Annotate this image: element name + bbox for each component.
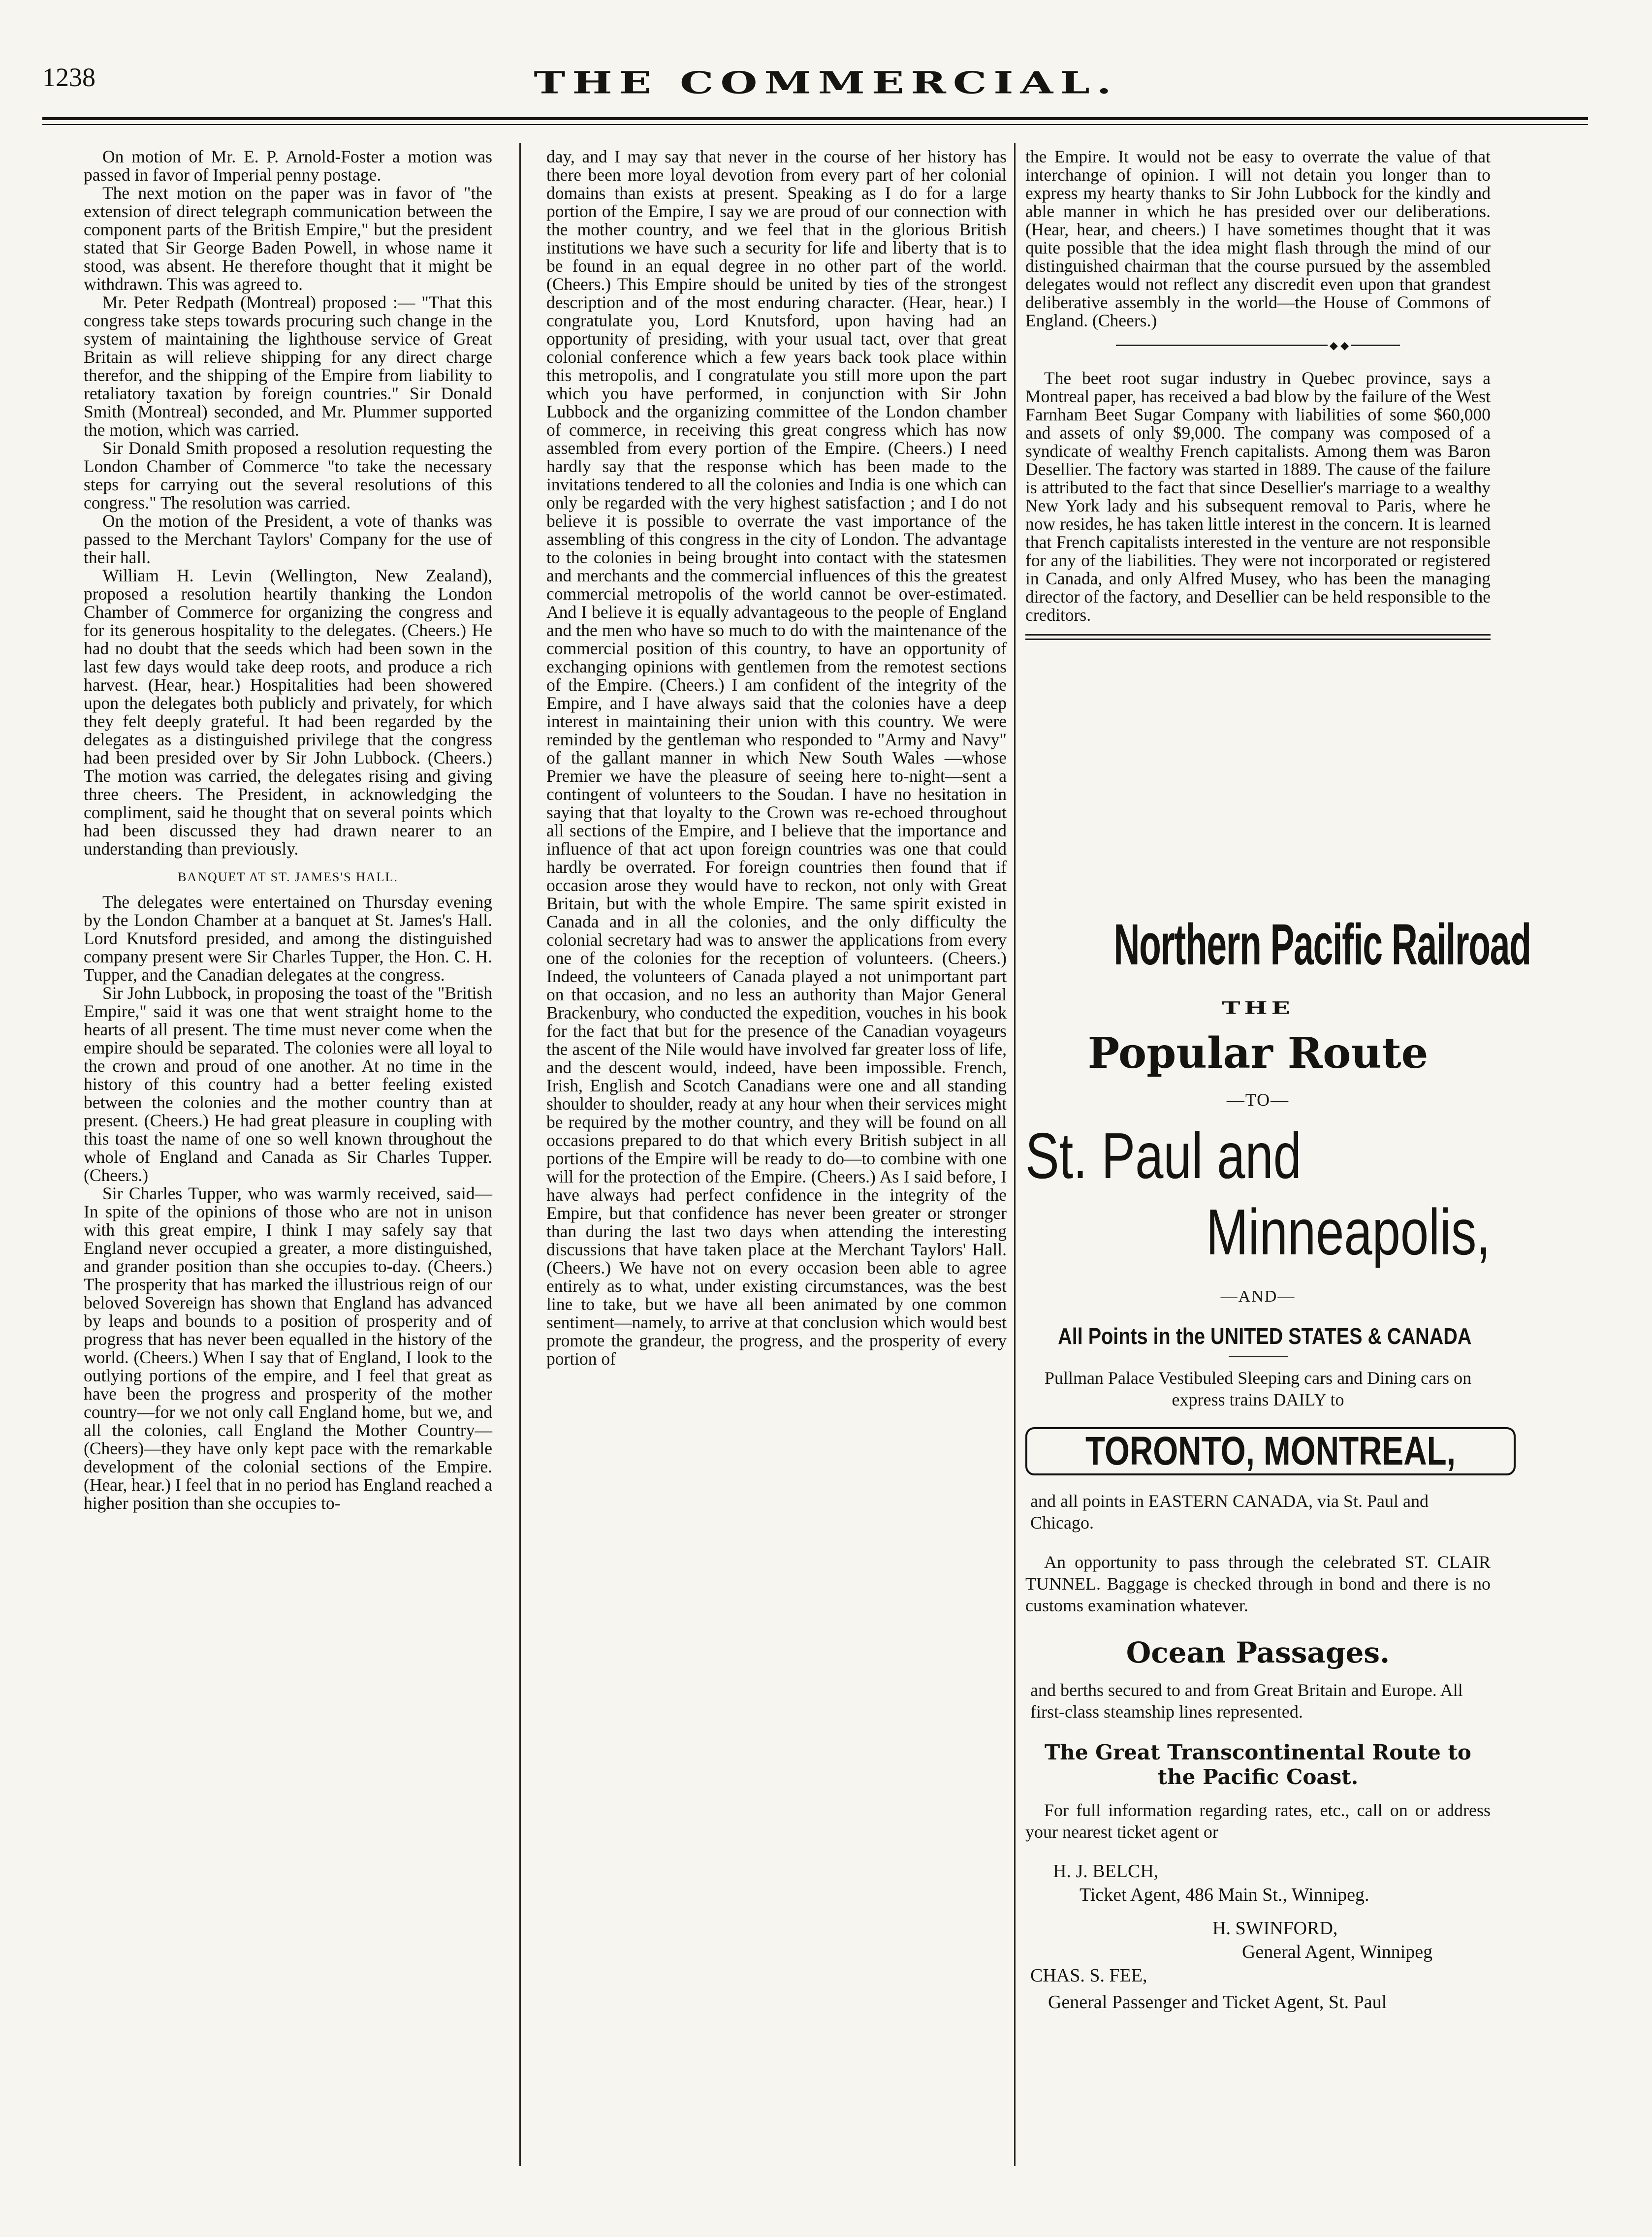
article-paragraph: On motion of Mr. E. P. Arnold-Foster a motion was passed in favor of Imperial penny postage. — [84, 147, 492, 185]
article-paragraph: Sir John Lubbock, in proposing the toast of the "British Empire," said it was one that went straight home to the hearts of all present. The time must never come when the empire should be separated. The colonies were all loyal to the crown and proud of one another. At no time in the history of this country had a better feeling existed between the colonies and the mother country than at present. (Cheers.) He had great pleasure in coupling with this toast the name of one so well known throughout the whole of England and Canada as Sir Charles Tupper. (Cheers.) — [84, 983, 492, 1185]
masthead-rule-thick — [42, 117, 1588, 120]
column-1 — [84, 148, 492, 1512]
ad-boxed-destinations — [1025, 1427, 1516, 1475]
ad-info: For full information regarding rates, etc., call on or address your nearest ticket agent or — [1025, 1800, 1491, 1842]
double-rule — [1025, 634, 1491, 640]
ad-ocean-passages: Ocean Passages. — [1126, 1636, 1390, 1670]
agent-2-name: H. SWINFORD, — [1212, 1918, 1338, 1939]
article-paragraph: The delegates were entertained on Thursday evening by the London Chamber at a banquet at St. James's Hall. Lord Knutsford presided, and among the distinguished company present were Sir Charles Tupper, the Hon. C. H. Tupper, and the Canadian delegates at the congress. — [84, 892, 492, 985]
article-paragraph: Sir Donald Smith proposed a resolution requesting the London Chamber of Commerce "to take the necessary steps for carrying out the several resolutions of this congress." The resolution was carried. — [84, 438, 492, 512]
ad-the: THE — [1222, 997, 1294, 1019]
article-paragraph: Mr. Peter Redpath (Montreal) proposed :— "That this congress take steps towards procuring such change in the system of maintaining the lighthouse service of Great Britain as will relieve shipping for any direct charge therefor, and the shipping of the Empire from liability to retaliatory taxation by foreign countries." Sir Donald Smith (Montreal) seconded, and Mr. Plummer supported the motion, which was carried. — [84, 292, 492, 440]
article-paragraph: The beet root sugar industry in Quebec province, says a Montreal paper, has received a bad blow by the failure of the West Farnham Beet Sugar Company with liabilities of some $60,000 and assets of only $9,000. The company was composed of a syndicate of wealthy French capitalists. Among them was Baron Desellier. The factory was started in 1889. The cause of the failure is attributed to the fact that since Desellier's marriage to a wealthy New York lady and his subsequent removal to Paris, where he now resides, he has taken little interest in the concern. It is learned that French capitalists interested in the venture are not responsible for any of the liabilities. They were not incorporated or registered in Canada, and only Alfred Musey, who has been the managing director of the factory, and Desellier can be held responsible to the creditors. — [1025, 368, 1491, 625]
agent-1-name: H. J. BELCH, — [1053, 1861, 1159, 1882]
masthead-title: THE COMMERCIAL. — [534, 65, 1118, 101]
ad-tunnel: An opportunity to pass through the celebrated ST. CLAIR TUNNEL. Baggage is checked through in bond and there is no customs examination whatever. — [1025, 1552, 1491, 1616]
article-paragraph: Sir Charles Tupper, who was warmly received, said—In spite of the opinions of those who are not in unison with this great empire, I think I may safely say that England never occupied a greater, a more distinguished, and grander position than she occupies to-day. (Cheers.) The prosperity that has marked the illustrious reign of our beloved Sovereign has shown that England has advanced by leaps and bounds to a position of prosperity and of progress that has never been equalled in the history of the world. (Cheers.) When I say that of England, I look to the outlying portions of the empire, and I feel that great as have been the progress and prosperity of the mother country—for we not only call England home, but we, and all the colonies, call England the Mother Country—(Cheers)—they have only kept pace with the remarkable development of the colonial sections of the Empire. (Hear, hear.) I feel that in no period has England reached a higher position than she occupies to- — [84, 1183, 492, 1513]
agent-3-title: General Passenger and Ticket Agent, St. Paul — [1048, 1992, 1387, 2013]
ad-to: —TO— — [1226, 1090, 1290, 1110]
masthead-rule-thin — [42, 124, 1588, 125]
ad-berths: and berths secured to and from Great Britain and Europe. All first-class steamship lines represented. — [1030, 1680, 1463, 1722]
section-subhead: BANQUET AT ST. JAMES'S HALL. — [178, 870, 398, 884]
article-paragraph: The next motion on the paper was in favor of "the extension of direct telegraph communication between the component parts of the British Empire," but the president stated that Sir George Baden Powell, in whose name it stood, was absent. He therefore thought that it might be withdrawn. This was agreed to. — [84, 183, 492, 294]
article-paragraph: William H. Levin (Wellington, New Zealand), proposed a resolution heartily thanking the London Chamber of Commerce for organizing the congress and for its generous hospitality to the delegates. (Cheers.) He had no doubt that the seeds which had been sown in the last few days would take deep roots, and produce a rich harvest. (Hear, hear.) Hospitalities had been showered upon the delegates both publicly and privately, for which they felt deeply grateful. It had been regarded by the delegates as a distinguished privilege that the congress had been presided over by Sir John Lubbock. (Cheers.) The motion was carried, the delegates rising and giving three cheers. The President, in acknowledging the compliment, said he thought that on several points which had been discussed they had drawn nearer to an understanding than previously. — [84, 566, 492, 859]
ornament-divider: ◆ ◆ — [1025, 335, 1491, 354]
ad-headline: Northern Pacific Railroad — [1113, 912, 1531, 977]
agent-2-title: General Agent, Winnipeg — [1242, 1942, 1433, 1963]
railroad-advertisement — [1025, 912, 1531, 2014]
agent-3-name: CHAS. S. FEE, — [1030, 1965, 1147, 1986]
ad-city-minneapolis: Minneapolis, — [1206, 1196, 1491, 1269]
column-divider — [519, 143, 521, 2166]
article-paragraph: the Empire. It would not be easy to overrate the value of that interchange of opinion. I will not detain you longer than to express my hearty thanks to Sir John Lubbock for the kindly and able manner in which he has presided over our deliberations. (Hear, hear, and cheers.) I have sometimes thought that it was quite possible that the idea might flash through the mind of our distinguished chairman that the course pursued by the assembled delegates would not reflect any discredit even upon that grandest deliberative assembly in the world—the House of Commons of England. (Cheers.) — [1025, 147, 1491, 330]
ad-short-rule — [1229, 1356, 1288, 1357]
agent-1-title: Ticket Agent, 486 Main St., Winnipeg. — [1080, 1885, 1369, 1906]
ad-all-points: All Points in the UNITED STATES & CANADA — [1058, 1323, 1472, 1349]
ad-boxed-text: TORONTO, MONTREAL, — [1085, 1429, 1456, 1474]
column-divider — [1014, 143, 1016, 2166]
page-number: 1238 — [42, 63, 95, 92]
article-paragraph: day, and I may say that never in the course of her history has there been more loyal devotion from every part of her colonial domains than exists at present. Speaking as I do for a large portion of the Empire, I say we are proud of our connection with the mother country, and we feel that in the glorious British institutions we have such a security for life and liberty that is to be found in an equal degree in no other part of the world. (Cheers.) This Empire should be united by ties of the strongest description and of the most enduring character. (Hear, hear.) I congratulate you, Lord Knutsford, upon having had an opportunity of presiding, with your usual tact, over that great colonial conference which a few years back took place within this metropolis, and I congratulate you still more upon the part which you have performed, in conjunction with Sir John Lubbock and the organizing committee of the London chamber of commerce, in receiving this great congress which has now assembled from every portion of the Empire. (Cheers.) I need hardly say that the response which has been made to the invitations tendered to all the colonies and India is one which can only be regarded with the very highest satisfaction ; and I do not believe it is possible to overrate the vast importance of the assembling of this congress in the city of London. The advantage to the colonies in being brought into contact with the statesmen and merchants and the commercial influences of this the greatest commercial metropolis of the world cannot be over-estimated. And I believe it is equally advantageous to the people of England and the men who have so much to do with the maintenance of the commercial position of this country, to have an opportunity of exchanging opinions with gentlemen from the remotest sections of the Empire. (Cheers.) I am confident of the integrity of the Empire, and I have always said that the colonies have a deep interest in maintaining their union with this country. We were reminded by the gentleman who responded to "Army and Navy" of the gallant manner in which New South Wales —whose Premier we have the pleasure of seeing here to-night—sent a contingent of volunteers to the Soudan. I have no hesitation in saying that that loyalty to the Crown was re-echoed throughout all sections of the Empire, and I believe that the importance and influence of that act upon foreign countries was one that could hardly be overrated. For foreign countries then found that if occasion arose they would have to reckon, not only with Great Britain, but with the whole Empire. The same spirit existed in Canada and in all the colonies, and the only difficulty the colonial secretary had was to answer the applications from every one of the colonies for the reception of volunteers. (Cheers.) Indeed, the volunteers of Canada played a not unimportant part on that occasion, and no less an authority than Major General Brackenbury, who conducted the expedition, vouches in his book for the fact that but for the presence of the Canadian voyageurs the ascent of the Nile would have involved far greater loss of life, and the descent would, indeed, have been impossible. French, Irish, English and Scotch Canadians were one and all standing shoulder to shoulder, ready at any hour when their services might be required by the mother country, and they will be found on all occasions prepared to do that which every British subject in all portions of the Empire will be ready to do—to combine with one will for the protection of the Empire. (Cheers.) As I said before, I have always had perfect confidence in the integrity of the Empire, but that confidence has never been greater or stronger than during the last two days when attending the interesting discussions that have taken place at the Merchant Taylors' Hall. (Cheers.) We have not on every occasion been able to agree entirely as to what, under existing circumstances, was the best line to take, but we have all been animated by one common sentiment—namely, to arrive at that conclusion which would best promote the grandeur, the progress, and the prosperity of every portion of — [546, 147, 1007, 1369]
ad-and: —AND— — [1220, 1287, 1296, 1306]
column-2 — [546, 148, 1007, 1368]
column-3 — [1025, 148, 1491, 655]
ad-city-st-paul: St. Paul and — [1025, 1119, 1302, 1192]
ad-popular-route: Popular Route — [1087, 1028, 1429, 1078]
ad-pullman: Pullman Palace Vestibuled Sleeping cars and Dining cars on express trains DAILY to — [1044, 1368, 1472, 1410]
article-paragraph: On the motion of the President, a vote of thanks was passed to the Merchant Taylors' Company for the use of their hall. — [84, 511, 492, 567]
ad-great-route: The Great Transcontinental Route to the Pacific Coast. — [1045, 1740, 1471, 1790]
ad-eastern-canada: and all points in EASTERN CANADA, via St. Paul and Chicago. — [1030, 1491, 1429, 1533]
